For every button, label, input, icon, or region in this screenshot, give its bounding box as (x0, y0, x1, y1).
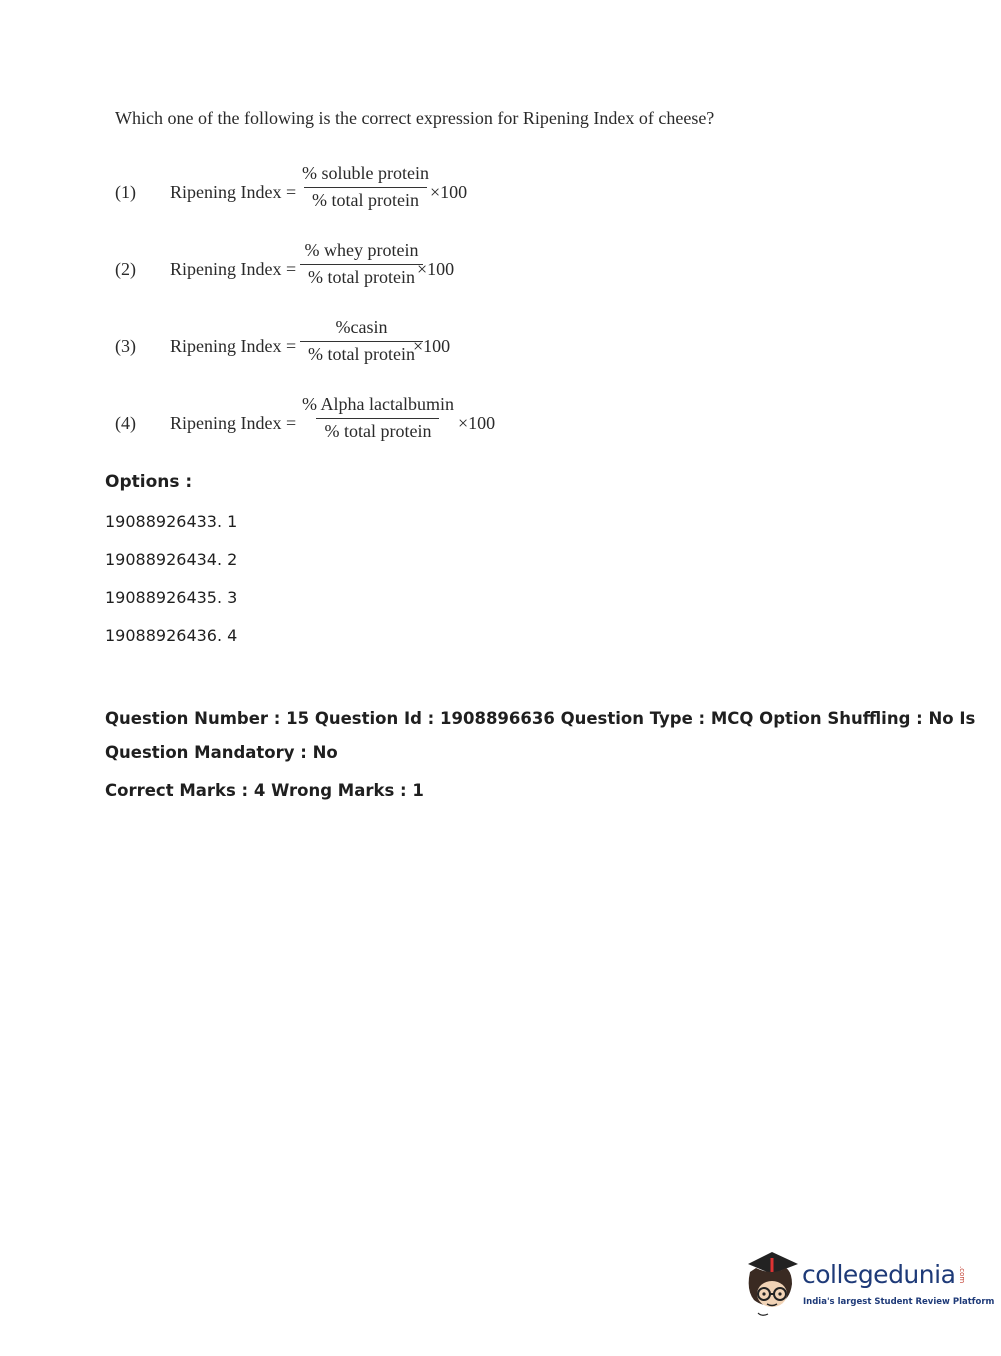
option-choice-4: 19088926436. 4 (105, 626, 238, 645)
numerator: % soluble protein (302, 163, 429, 183)
question-meta-line-2: Question Mandatory : No (105, 743, 338, 762)
denominator: % total protein (304, 187, 427, 211)
option-number: (4) (115, 413, 136, 433)
logo-wordmark: collegedunia (802, 1260, 956, 1289)
multiplier: ×100 (413, 336, 451, 356)
mascot-icon (742, 1250, 804, 1320)
ripening-index-label: Ripening Index = (170, 182, 297, 202)
option-choice-2: 19088926434. 2 (105, 550, 238, 569)
question-meta-line-1: Question Number : 15 Question Id : 1908896636 Question Type : MCQ Option Shuffling : No Is (105, 709, 976, 728)
options-heading: Options : (105, 472, 193, 492)
expression-option-3 (115, 317, 615, 377)
option-number: (2) (115, 259, 136, 279)
logo-tagline: India's largest Student Review Platform (803, 1297, 995, 1307)
numerator: %casin (335, 317, 388, 337)
logo-suffix: .com (958, 1266, 966, 1284)
multiplier: ×100 (430, 182, 468, 202)
numerator: % whey protein (304, 240, 419, 260)
fraction (300, 240, 423, 288)
fraction (300, 317, 423, 365)
denominator: % total protein (316, 418, 439, 442)
option-choice-1: 19088926433. 1 (105, 512, 238, 531)
marks-line: Correct Marks : 4 Wrong Marks : 1 (105, 781, 424, 800)
ripening-index-label: Ripening Index = (170, 413, 297, 433)
expression-option-1 (115, 163, 615, 223)
expression-option-2 (115, 240, 615, 300)
numerator: % Alpha lactalbumin (302, 394, 454, 414)
ripening-index-label: Ripening Index = (170, 336, 297, 356)
option-choice-3: 19088926435. 3 (105, 588, 238, 607)
fraction (300, 163, 431, 211)
multiplier: ×100 (417, 259, 455, 279)
multiplier: ×100 (458, 413, 496, 433)
option-number: (3) (115, 336, 136, 356)
denominator: % total protein (300, 264, 423, 288)
collegedunia-logo (742, 1250, 995, 1320)
fraction (300, 394, 456, 442)
denominator: % total protein (300, 341, 423, 365)
ripening-index-label: Ripening Index = (170, 259, 297, 279)
expression-option-4 (115, 394, 615, 454)
question-text: Which one of the following is the correct expression for Ripening Index of cheese? (115, 108, 715, 128)
option-number: (1) (115, 182, 136, 202)
